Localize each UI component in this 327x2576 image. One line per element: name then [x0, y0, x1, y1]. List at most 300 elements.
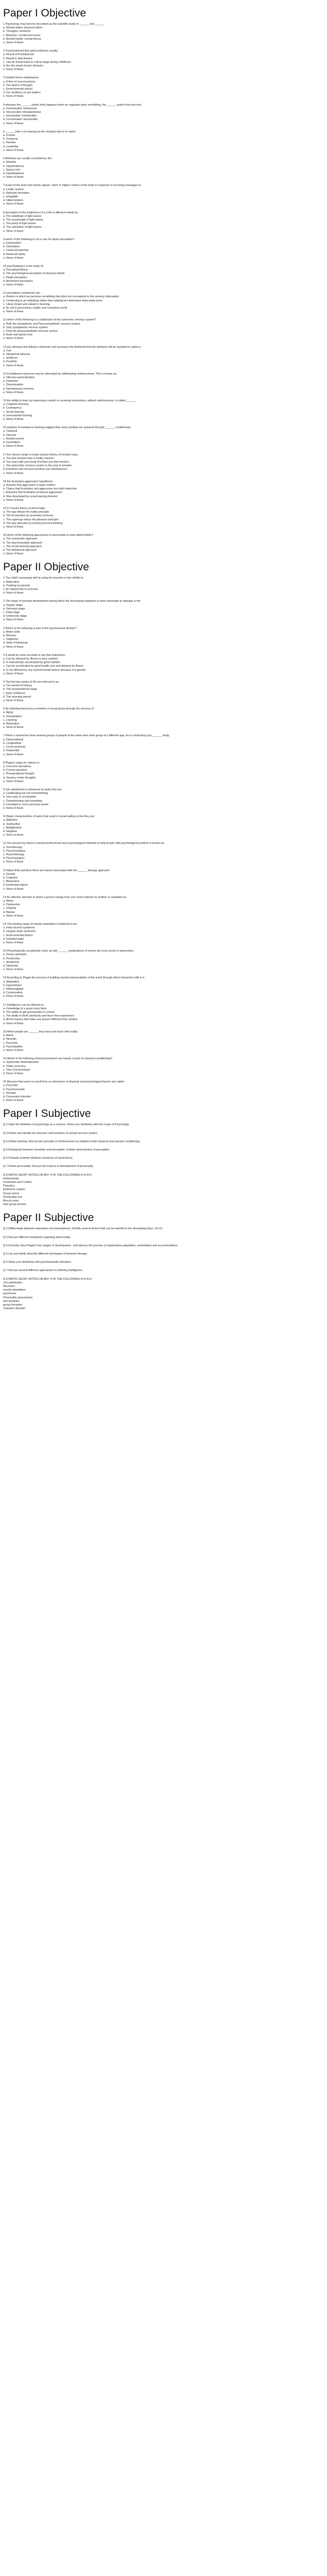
answer-option: c. Unipolar: [3, 907, 16, 910]
answer-option: d. Unrelated to one's personal needs: [3, 803, 48, 806]
answer-option: e. None of these: [3, 310, 24, 314]
question-text: 3 Which of the following is part of the psychosocial domain?: [3, 626, 77, 630]
answer-option: b. Temporal: [3, 138, 18, 141]
answer-option: e. None of these: [3, 995, 24, 998]
answer-option: a. Both the sympathetic and Para-sympathetic nervous system: [3, 322, 80, 326]
answer-option: b. Socialization: [3, 715, 22, 718]
answer-option: c. Linear perspective: [3, 249, 29, 252]
answer-option: b. The ability to get good grades in school: [3, 1011, 55, 1014]
question-text: 12 Albert Ellis and Aron Beck are names associated with the ______ therapy approach.: [3, 869, 110, 872]
answer-option: a. Zygotic stage: [3, 603, 23, 607]
answer-option: e. None of these: [3, 391, 24, 394]
question-text: 7 A part of the brain that sends signals "alert" to higher centers of the brain in response to incoming messages is:: [3, 184, 142, 188]
answer-option: a. Observational: [3, 738, 24, 741]
question-text: Q.4 Describe Jean Piaget's four stages of development ; and discuss the process of organization,adaptation ,assimilation and accommodation.: [3, 1244, 179, 1247]
answer-option: a. Aging: [3, 711, 13, 715]
topic-item: Personality test: [3, 1195, 22, 1199]
answer-option: a. The period of infancy: [3, 684, 32, 688]
question-text: 17 the James-Lange or body reaction theory of emotion says:: [3, 453, 79, 456]
answer-option: d. Bipolar: [3, 910, 15, 914]
question: [3, 1057, 324, 1076]
section-title: Paper I Subjective: [3, 1108, 91, 1120]
answer-option: b. Structuralist; introspectionist: [3, 111, 41, 114]
question: [3, 869, 324, 891]
answer-option: c. The ability to think abstractly and learn from experience: [3, 1014, 74, 1018]
answer-option: b. Formal operation: [3, 769, 27, 772]
answer-option: e. None of these: [3, 1022, 24, 1025]
answer-option: a. Can be delayed by illness or poor nutrition: [3, 657, 58, 661]
answer-option: c. reinforcer: [3, 357, 18, 360]
answer-option: c. Can be accelerated by good health care and delayed by illness: [3, 665, 83, 668]
answer-option: c. Hetheroglobal: [3, 988, 24, 991]
question: [3, 238, 324, 260]
question: [3, 426, 324, 448]
question-text: 15 Physiologically consistently come up with ______ explanations of events are more prone to depression.: [3, 950, 134, 953]
section-title: Paper II Objective: [3, 561, 89, 573]
answer-option: d. The neonatal period: [3, 695, 31, 699]
answer-option: e. None of these: [3, 364, 24, 367]
question-text: 9 which of the following is not a clue for depth perception?: [3, 238, 75, 241]
question-text: Q.2 State the definition of psychology as a science. Show your familiarity with the scope of Psychology.: [3, 1123, 130, 1127]
answer-option: c. Cross-sectional: [3, 745, 25, 749]
answer-option: d. Our tendency to see pattern: [3, 91, 41, 95]
question-text: 7 When a researcher tests several groups of people at the same time each group at a different age, he is conducting a(n) ______ study.: [3, 734, 170, 738]
answer-option: e. None of these: [3, 672, 24, 675]
answer-option: d. Is not affected by any environmental factors because it is genetic: [3, 668, 86, 672]
question: [3, 399, 324, 421]
answer-option: b. Situational stimulus: [3, 353, 30, 357]
answer-option: a. Assume that aggression is basic instinct: [3, 483, 56, 487]
question-text: Q.6 Critically examine Maslows hierarchy of need theory.: [3, 1157, 73, 1160]
answer-option: c. An opportunity to exercise: [3, 587, 38, 591]
subjective-question: [3, 1227, 324, 1231]
question-text: Q.8 WRITE SHORT NOTES ON ANY 4 OF THE FOLLOWING:5+5+5+5: [3, 1277, 92, 1281]
answer-option: b. Pushing by parents: [3, 584, 30, 587]
answer-option: d. Functionalist; structuralist: [3, 118, 38, 122]
question-text: Q.8 WRITE SHORT NOTES ON ANY 4 OF THE FOLLOWING:5+5+5+5: [3, 1173, 92, 1177]
answer-option: c. Psychotherapy: [3, 853, 25, 856]
answer-option: e. None of these: [3, 1048, 24, 1052]
question: [3, 815, 324, 837]
question-text: 17 Intelligence can be defined as:: [3, 1003, 45, 1007]
answer-option: c. Preoperational thought: [3, 772, 35, 776]
question: [3, 534, 324, 556]
answer-option: d. Reduced clarity: [3, 252, 26, 256]
answer-option: a. Frontal: [3, 134, 15, 138]
question-text: Q.6 Show your familiarity with psychosomatic disorders.: [3, 1261, 72, 1264]
question: [3, 372, 324, 395]
answer-option: e. None of these: [3, 256, 24, 260]
question-text: 16 analysis of avoidance learning suggest that many phobias are acquired through ______ conditioning.: [3, 426, 131, 430]
topic-item: Broca's area: [3, 1199, 19, 1202]
answer-option: a. Manic: [3, 1034, 14, 1038]
answer-option: e. None of these: [3, 41, 24, 45]
question-text: Q.3 Discuss different viewpoints regarding abnormality.: [3, 1235, 71, 1239]
answer-option: c. Social learning: [3, 410, 25, 414]
question-text: Q.5 List and briefly describe different techniques of behavior therapy.: [3, 1252, 88, 1256]
answer-option: e. None of these: [3, 618, 24, 622]
section-title: Paper I Objective: [3, 7, 87, 19]
topic-item: Prejudice: [3, 1184, 15, 1188]
question: [3, 1004, 324, 1026]
answer-option: d. Maturation: [3, 722, 20, 726]
subjective-question: [3, 1252, 324, 1256]
answer-option: d. Are the result of poor behavior: [3, 64, 44, 68]
answer-option: c. Behavioral: [3, 880, 20, 884]
answer-option: d. The ego operates by primary process thinking: [3, 521, 63, 525]
topic-item: Job satisfaction: [3, 1281, 23, 1284]
question-text: 10 psychophysics is the study of:: [3, 264, 44, 268]
question: [3, 923, 324, 945]
answer-option: b. Claims that frustration and aggression are both instinctive: [3, 487, 77, 491]
answer-option: b. The preoperational stage: [3, 688, 37, 691]
answer-option: a. Functionalist; behaviorist: [3, 107, 37, 110]
question-text: 13 An affective disorder in which a person swings from one mood extreme to another is classified as:: [3, 895, 127, 899]
answer-option: a. Gestalt: [3, 872, 15, 876]
question: [3, 157, 324, 179]
answer-option: a. Limbic system: [3, 188, 24, 191]
question: [3, 600, 324, 622]
answer-option: c. Depth perception: [3, 276, 27, 279]
answer-option: d. Was developed by social learning theorist: [3, 495, 58, 498]
answer-option: e. None of these: [3, 834, 24, 837]
answer-option: a. Classical: [3, 430, 18, 433]
question-text: 1 Psychology may best be described as the scientific study of ______ and ______.: [3, 23, 105, 26]
question: [3, 976, 324, 998]
answer-option: c. Fetal stage: [3, 611, 20, 614]
question: [3, 318, 324, 341]
answer-option: e. None of these: [3, 552, 24, 556]
question-text: 19 Which of the following clinical procedures are based, in part on classical conditioning?: [3, 1057, 113, 1061]
section: [3, 1212, 324, 1311]
question: [3, 104, 324, 126]
subjective-question: [3, 1140, 324, 1144]
question: [3, 292, 324, 314]
question-text: 19 In Freud's theory of personality:: [3, 506, 46, 510]
question: [3, 184, 324, 206]
answer-option: c. Discrimination: [3, 383, 24, 387]
answer-option: c. Likely known and valued in learning: [3, 302, 50, 306]
answer-option: a. Overly optimistic: [3, 953, 27, 957]
subjective-question: [3, 1244, 324, 1248]
topic-item: psychoses: [3, 1292, 16, 1296]
answer-option: a. Fetal alcohol syndrome: [3, 926, 35, 930]
question: [3, 896, 324, 918]
question-text: 11 perceptual constancies are:: [3, 292, 41, 295]
answer-option: a. Motor skills: [3, 630, 20, 634]
question-text: 4 whereas the ______ asked what happens when an organism does something, the ______ asked how and why.: [3, 103, 142, 107]
question: [3, 480, 324, 502]
answer-option: c. Learning: [3, 718, 17, 722]
answer-option: a. Manic: [3, 900, 14, 903]
subjective-question: [3, 1278, 324, 1311]
answer-option: b. The wavelength of light waves: [3, 218, 44, 222]
answer-option: e. None of these: [3, 148, 24, 152]
answer-option: a. Systematic desensitization: [3, 1061, 39, 1064]
answer-option: d. Sensory motor thoughts: [3, 776, 36, 779]
question-text: 11 The process by which a trained professional uses psychological methods to help people with psychological problem is known as:: [3, 842, 165, 845]
question: [3, 265, 324, 287]
question: [3, 23, 324, 45]
answer-option: a. Mental states; physical states: [3, 26, 43, 30]
question: [3, 734, 324, 756]
answer-option: b. Neurotic: [3, 1038, 17, 1041]
answer-option: d. Optimistic: [3, 964, 19, 968]
answer-option: d. Intermittent: [3, 441, 20, 445]
answer-option: b. Extinction: [3, 380, 19, 383]
question: [3, 788, 324, 810]
subjective-question: [3, 1123, 324, 1127]
answer-option: e. None of these: [3, 525, 24, 529]
answer-option: b. Very easy to accomplish: [3, 795, 37, 799]
answer-option: a. Stimulus generalization: [3, 376, 35, 380]
question: [3, 707, 324, 730]
answer-option: b. Is dramatically accelerated by good nutrition: [3, 661, 61, 665]
answer-option: a. Addictive: [3, 819, 18, 822]
answer-option: e. None of these: [3, 176, 24, 179]
answer-option: c. Reinforcement: [3, 437, 24, 440]
answer-option: d. An aid in perceiving a stable and consistent world: [3, 307, 67, 310]
answer-option: e. None of these: [3, 471, 24, 475]
answer-option: c. The purity of light waves: [3, 222, 36, 226]
question-text: 13 any stimulus that follows a behavior and increases the likelihood that the behavior will be repeated is called a:: [3, 345, 142, 349]
answer-option: d. The saturation of light waves: [3, 226, 42, 229]
question-text: 14 The leading cause of mental retardation is believed to be:: [3, 923, 78, 926]
answer-option: d. Style of behaving: [3, 641, 28, 645]
answer-option: c. Environmental factors: [3, 934, 33, 937]
answer-option: b. Cognitive: [3, 876, 18, 879]
answer-option: c. Can be traced back to critical stage during childhood: [3, 60, 71, 64]
answer-option: b. Pessimistic: [3, 957, 20, 960]
question: [3, 346, 324, 368]
answer-option: b. The psychological perception of physical stimuli: [3, 272, 65, 276]
question-text: 14 Conditioned response may be eliminated by withdrawing reinforcement. This is known as:: [3, 372, 117, 376]
answer-option: e. None of these: [3, 699, 24, 703]
answer-option: e. None of these: [3, 68, 24, 72]
answer-option: c. Early childhood: [3, 691, 25, 695]
question-text: Q.3 Define and identify the structure and functions of central nervous system.: [3, 1131, 98, 1135]
answer-option: a. Medulla: [3, 161, 16, 164]
answer-option: c. Time Out technique: [3, 1068, 30, 1072]
question-text: 18 When people are ______ they have lost touch with reality.: [3, 1030, 78, 1033]
section: [3, 1108, 324, 1207]
answer-option: e. None of these: [3, 645, 24, 649]
subjective-question: [3, 1148, 324, 1152]
question-text: 12 which of the following is a subdivision of the autonomic nervous system?: [3, 318, 96, 322]
answer-option: c. Overwhelming and rewarding: [3, 799, 42, 803]
answer-option: a. Adaptation: [3, 980, 20, 984]
answer-option: b. Contingency: [3, 406, 22, 410]
answer-option: d. Existential-logical: [3, 884, 28, 887]
topic-item: Personality assessment: [3, 1296, 32, 1299]
answer-option: e. None of these: [3, 122, 24, 125]
answer-option: b. Organic brain syndrome: [3, 930, 36, 934]
answer-option: a. Result of frustrated ids: [3, 53, 34, 57]
answer-option: b. The atoms of thought: [3, 83, 32, 87]
question-text: 6 An individual becomes a member of social group through the process of:: [3, 707, 95, 711]
answer-option: e. None of these: [3, 418, 24, 421]
answer-option: c. The social learning approach: [3, 545, 42, 548]
answer-option: c. Somatic: [3, 1091, 16, 1095]
topic-item: group therapies: [3, 1303, 23, 1307]
answer-option: d. Mental health; mental illness: [3, 37, 42, 41]
answer-option: d. Inherited traits: [3, 937, 24, 941]
subjective-question: [3, 1174, 324, 1207]
answer-option: e. None of these: [3, 337, 24, 341]
answer-option: a. Concrete operations: [3, 765, 31, 768]
answer-option: a. The ego delays the reality principle: [3, 511, 49, 514]
answer-option: a. Cue: [3, 349, 11, 352]
answer-option: e. None of these: [3, 1099, 24, 1103]
question: [3, 842, 324, 864]
section: [3, 7, 324, 556]
section: [3, 561, 324, 1103]
answer-option: a. Cognitive learning: [3, 403, 29, 406]
subjective-question: [3, 1165, 324, 1168]
answer-option: d. The behavioral approach: [3, 548, 37, 552]
subjective-question: [3, 1236, 324, 1240]
answer-option: c. Psychotic: [3, 1041, 18, 1045]
answer-option: b. Continuing to an individual rather than helping him determine what really looks: [3, 299, 102, 302]
question-text: 5 ______ lobe is to hearing as the occipital lobe is to vision.: [3, 130, 77, 133]
question-text: 6 Reflexes are usually controlled by the:: [3, 157, 53, 161]
answer-option: d. Negative: [3, 829, 18, 833]
question-text: Q.4 Define learning. Discuss the principle of reinforcement as related to both classical and operant conditioning.: [3, 1140, 141, 1143]
topic-item: Inter group tension: [3, 1203, 26, 1207]
answer-option: b. Memory: [3, 634, 16, 638]
question: [3, 681, 324, 703]
answer-option: d. Conversion disorder: [3, 1095, 31, 1098]
answer-option: e. None of these: [3, 283, 24, 286]
answer-option: e. None of these: [3, 202, 24, 206]
answer-option: d. Brain and spinal cord: [3, 333, 32, 337]
answer-option: c. The superego obeys the pleasure principle: [3, 518, 59, 521]
question-text: 5 The first two weeks of life are referred to as:: [3, 681, 60, 684]
topic-item: Group norms: [3, 1192, 20, 1195]
answer-option: b. Only sympathetic nervous system: [3, 326, 48, 329]
answer-option: b. You react with your body first then you feel emotion: [3, 460, 69, 464]
answer-option: d. Movement perception: [3, 279, 33, 283]
answer-option: c. Environmental stimuli: [3, 88, 32, 91]
answer-option: d. Psychopathic: [3, 1045, 23, 1048]
answer-option: c. Parietal: [3, 141, 15, 145]
answer-option: c. Multiplicative: [3, 826, 22, 829]
answer-option: d. None of these: [3, 1072, 24, 1075]
topic-item: Endocrine system: [3, 1188, 25, 1192]
answer-option: d. Conservation: [3, 991, 23, 995]
question-text: 20 Illnesses that seem to result from an interaction of physical and psychological factors are called:: [3, 1080, 125, 1084]
question-text: 15 the ability to learn by observing a model or receiving instructions, without reinforcement, is called ______.: [3, 399, 136, 403]
answer-option: a. Knowledge of a great many facts: [3, 1007, 47, 1010]
answer-option: a. Sociotherapy: [3, 845, 23, 849]
answer-option: e. None of these: [3, 95, 24, 98]
answer-option: b. Psychosomatic: [3, 1088, 25, 1091]
question: [3, 950, 324, 972]
question-text: 10 Basic characteristics of tasks that result in social loafing is that they are:: [3, 815, 95, 819]
answer-option: c. Judgment: [3, 638, 19, 641]
answer-option: b. Hypothalamus: [3, 164, 24, 168]
topic-item: mental retardation: [3, 1289, 26, 1292]
question-text: Q.7 Discuss several different approaches to defining intelligence.: [3, 1269, 83, 1273]
answer-option: e. None of these: [3, 445, 24, 448]
topic-item: character disorder: [3, 1307, 26, 1311]
answer-option: e. None of these: [3, 806, 24, 810]
topic-item: Homeostasis: [3, 1177, 20, 1180]
subjective-question: [3, 1269, 324, 1273]
answer-option: d. Spontaneous recovery: [3, 387, 34, 391]
answer-option: b. Subtractive: [3, 822, 20, 826]
question: [3, 76, 324, 98]
answer-option: b. Reticular formation: [3, 191, 30, 195]
answer-option: a. A flow of consciousness: [3, 80, 36, 83]
answer-option: c. Situational: [3, 960, 19, 964]
answer-option: b. Result in bad dreams: [3, 57, 32, 60]
question-text: Q.7 Define personality. Discuss the Factors in development of personality.: [3, 1165, 94, 1168]
answer-option: b. Thoughts; emotions: [3, 30, 31, 33]
question-text: Q.2 Differentiate between maturation and development. Identify several factors that can be harmful to the developing fetus. 10+10: [3, 1227, 163, 1231]
question-text: 9 Job satisfaction is enhanced by tasks that are:: [3, 788, 62, 791]
answer-option: b. Longitudinal: [3, 741, 22, 745]
answer-option: e. None of these: [3, 753, 24, 756]
question: [3, 453, 324, 476]
topic-item: Neuroses: [3, 1285, 15, 1289]
answer-option: b. Operant: [3, 433, 16, 437]
answer-option: e. None of these: [3, 498, 24, 502]
answer-option: c. The autonomic nervous system is the seat of emotion: [3, 464, 72, 468]
question: [3, 507, 324, 529]
answer-option: b. Depressive: [3, 903, 20, 907]
question-text: 8 Piaget's stage for infancy is:: [3, 761, 40, 765]
answer-option: b. Germinal stage: [3, 607, 25, 611]
question-text: 2 The range of prenatal development during which the developing organism is most vulnerable to damage is the: [3, 600, 141, 603]
answer-option: c. Behavior; mental processes: [3, 33, 41, 37]
answer-option: e. None of these: [3, 968, 24, 972]
answer-option: d. Punisher: [3, 360, 18, 364]
answer-option: c. amygdale: [3, 195, 19, 198]
answer-option: b. Psychoanalysis: [3, 849, 26, 853]
answer-option: e. None of these: [3, 914, 24, 918]
answer-option: c. Spinal cord: [3, 168, 20, 172]
topic-item: Frustration and Conflict: [3, 1180, 32, 1184]
answer-option: d. Embryonic stage: [3, 615, 27, 618]
answer-option: c. Only the parasympathetic nervous system: [3, 330, 58, 333]
topic-item: anti anxieties: [3, 1299, 20, 1303]
answer-option: a. Psychotic: [3, 1084, 19, 1088]
question: [3, 577, 324, 595]
answer-option: a. Perceptual illness: [3, 268, 28, 272]
answer-option: e. None of these: [3, 941, 24, 945]
question: [3, 130, 324, 152]
subjective-question: [3, 1132, 324, 1136]
answer-option: e. None of these: [3, 860, 24, 864]
question-text: Q.5 Distinguish between sensation and perception. Explain determinants of perception.: [3, 1148, 110, 1151]
answer-option: b. Token economy: [3, 1064, 26, 1068]
question-text: 16 According to Piaget the process of building mental representation of the world through direct interaction with it is:: [3, 976, 145, 980]
answer-option: d. None of these: [3, 591, 24, 595]
subjective-question: [3, 1261, 324, 1264]
answer-option: b. The psychoanalytic approach: [3, 541, 43, 545]
answer-option: d. Instrumental learning: [3, 414, 32, 417]
answer-option: a. The amplitude of light waves: [3, 214, 42, 218]
answer-option: d. Hypothalamus: [3, 172, 24, 175]
subjective-question: [3, 1157, 324, 1160]
question: [3, 49, 324, 72]
question-text: 3 Gestalt theory emphasizes:: [3, 76, 39, 80]
answer-option: c. structuralist; functionalist: [3, 114, 37, 118]
answer-option: a. Maturation: [3, 580, 20, 584]
answer-option: a. Illusion in which we perceive something that does not correspond to the sensory information: [3, 295, 119, 299]
question: [3, 1030, 324, 1053]
